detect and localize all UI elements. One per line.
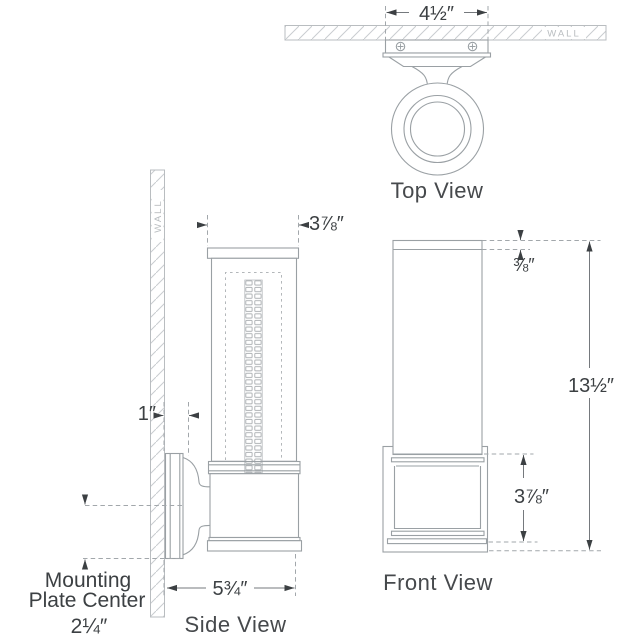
wall-label-side: WALL bbox=[152, 199, 164, 233]
base-trim-wide bbox=[208, 541, 302, 551]
view-label-front: Front View bbox=[383, 570, 493, 595]
dim-height bbox=[489, 242, 614, 551]
base-trim-wide-front bbox=[388, 539, 487, 544]
front-view bbox=[383, 232, 614, 596]
arm-trumpet-bottom bbox=[183, 525, 210, 554]
upper-band bbox=[392, 458, 485, 462]
arm-trumpet-top bbox=[183, 458, 210, 487]
dim-top-width-label: 4½″ bbox=[419, 3, 454, 25]
wall-label-top: WALL bbox=[547, 28, 581, 40]
dim-base-height bbox=[484, 454, 549, 542]
view-label-side: Side View bbox=[184, 612, 287, 637]
dim-height-label: 13½″ bbox=[567, 375, 615, 397]
glass-cylinder-front bbox=[393, 241, 482, 455]
dim-rim-label: ⅜″ bbox=[513, 255, 535, 275]
dim-wall-offset bbox=[138, 402, 197, 456]
shade-ring-inner bbox=[411, 102, 465, 156]
mounting-note-line2: Plate Center bbox=[28, 589, 146, 612]
top-view bbox=[285, 3, 606, 203]
mounting-screw-right bbox=[468, 42, 476, 50]
dim-rim bbox=[482, 232, 601, 276]
view-label-top: Top View bbox=[390, 178, 484, 203]
dim-base-height-label: 3⅞″ bbox=[514, 486, 549, 508]
dim-depth-label: 5¾″ bbox=[212, 578, 248, 600]
dim-depth bbox=[164, 554, 296, 600]
dim-plate-center-label: 2¼″ bbox=[70, 615, 108, 638]
side-view bbox=[29, 170, 344, 638]
dim-wall-offset-label: 1″ bbox=[137, 403, 156, 425]
canopy bbox=[389, 57, 486, 67]
dim-side-glass-label: 3⅞″ bbox=[309, 213, 344, 235]
lower-body bbox=[210, 474, 299, 538]
dim-side-glass-width bbox=[199, 213, 344, 246]
backplate-lip bbox=[383, 53, 491, 57]
bulb-column bbox=[245, 280, 262, 473]
glass-top-rim bbox=[208, 248, 299, 258]
base-trim-thin-front bbox=[392, 531, 485, 535]
mounting-screw-left bbox=[396, 42, 404, 50]
mounting-note-line1: Mounting bbox=[44, 569, 132, 592]
